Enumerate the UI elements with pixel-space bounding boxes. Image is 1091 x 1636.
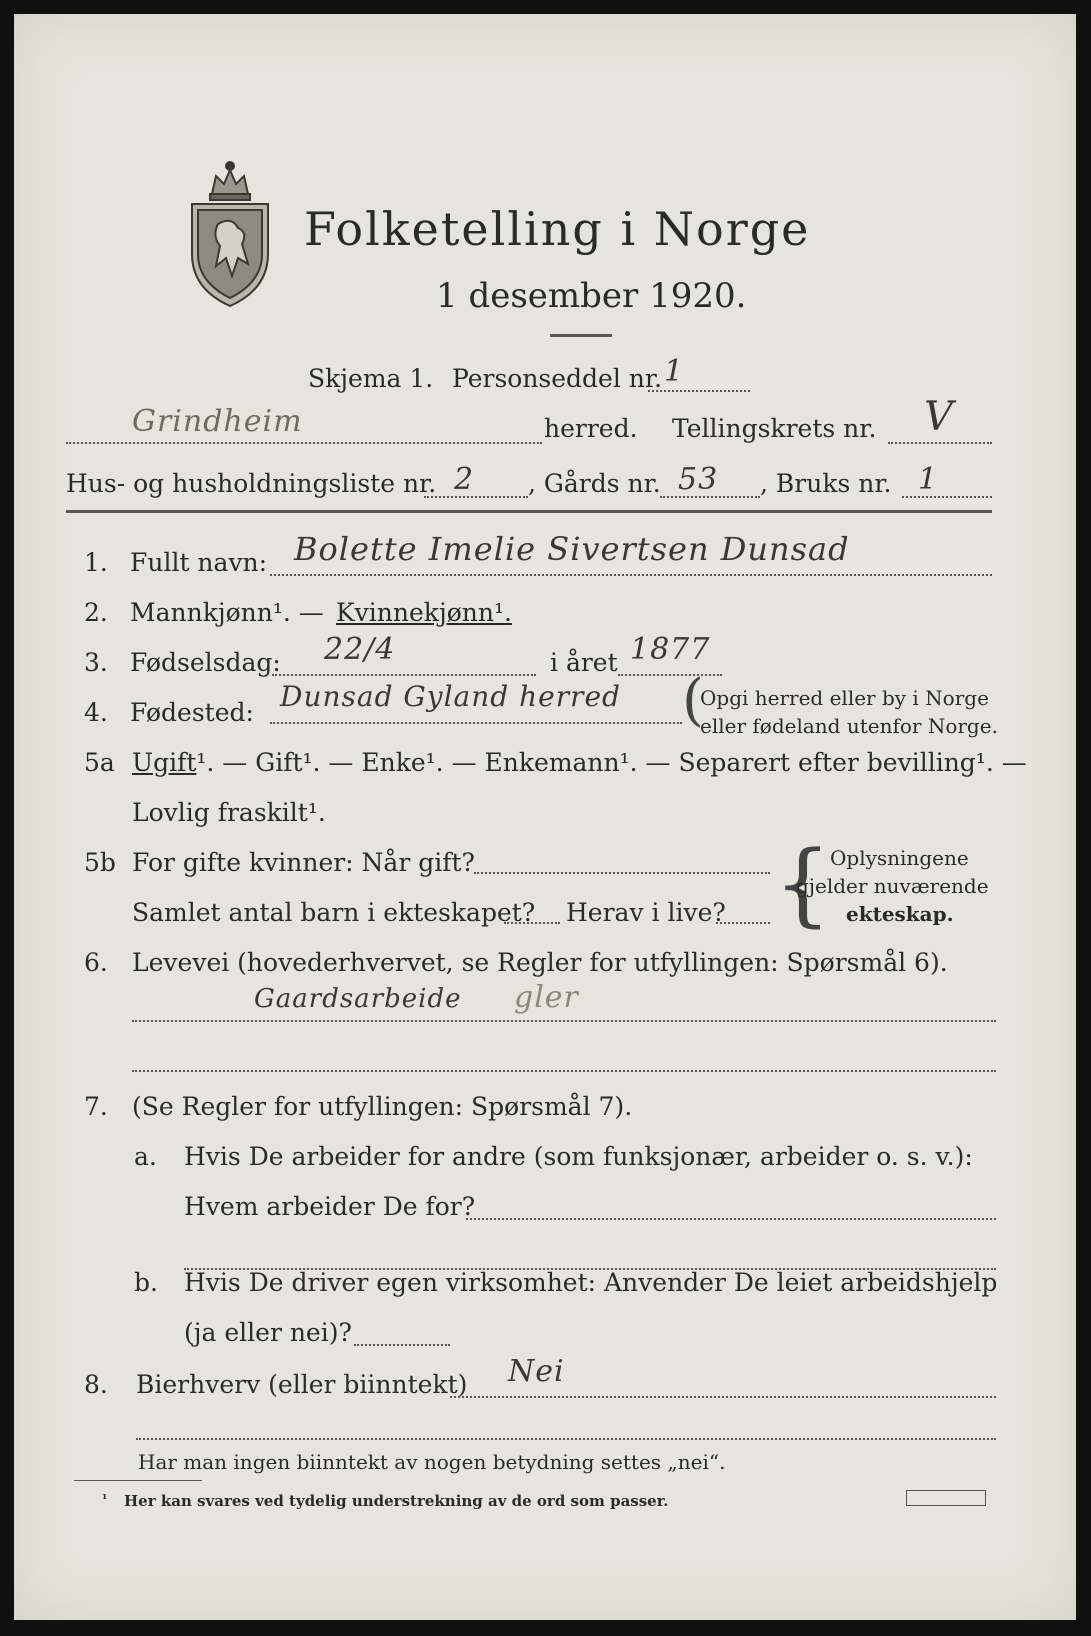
q6-number: 6.: [84, 948, 108, 977]
q5a-line2: Lovlig fraskilt¹.: [132, 798, 326, 827]
q5a-number: 5a: [84, 748, 115, 777]
header-divider: [66, 510, 992, 513]
q1-value: Bolette Imelie Sivertsen Dunsad: [294, 530, 850, 568]
herred-label: herred.: [544, 414, 638, 443]
tellingskrets-value: V: [924, 394, 954, 440]
q2-male: Mannkjønn¹. —: [130, 598, 324, 627]
tellingskrets-line: [888, 442, 992, 444]
q7-label: (Se Regler for utfyllingen: Spørsmål 7).: [132, 1092, 633, 1121]
q8-number: 8.: [84, 1370, 108, 1399]
q4-value: Dunsad Gyland herred: [280, 680, 621, 713]
q3-year-line: [618, 674, 722, 676]
q5b-bracket: {: [774, 832, 832, 937]
q7-number: 7.: [84, 1092, 108, 1121]
q8-line1: [450, 1396, 996, 1398]
q5b-line2b: Herav i live?: [566, 898, 726, 927]
gards-label: , Gårds nr.: [528, 469, 661, 498]
q7b-line: [354, 1344, 450, 1346]
q2-number: 2.: [84, 598, 108, 627]
footnote-divider: [74, 1480, 202, 1481]
q5b-alive-line: [716, 922, 770, 924]
q3-label: Fødselsdag:: [130, 648, 281, 677]
q7b-question: (ja eller nei)?: [184, 1318, 352, 1347]
q3-year-label: i året: [550, 648, 618, 677]
personseddel-value: 1: [664, 354, 685, 389]
bruks-value: 1: [918, 462, 939, 497]
herred-value: Grindheim: [132, 404, 303, 439]
footnote-text: Her kan svares ved tydelig understrekning av de ord som passer.: [124, 1492, 669, 1510]
hus-value: 2: [454, 462, 475, 497]
form-date: 1 desember 1920.: [436, 276, 747, 316]
q3-number: 3.: [84, 648, 108, 677]
q7a-question: Hvem arbeider De for?: [184, 1192, 476, 1221]
q5a-options: ¹. — Gift¹. — Enke¹. — Enkemann¹. — Separert efter bevilling¹. —: [196, 748, 1027, 777]
q1-number: 1.: [84, 548, 108, 577]
personseddel-label: Personseddel nr.: [452, 364, 663, 393]
norway-coat-of-arms-icon: [182, 154, 278, 314]
q5b-line1: For gifte kvinner: Når gift?: [132, 848, 475, 877]
hus-label: Hus- og husholdningsliste nr.: [66, 469, 437, 498]
q3-year-value: 1877: [630, 632, 711, 667]
title-divider: [550, 334, 612, 337]
hus-line: [424, 496, 528, 498]
footer-note: Har man ingen biinntekt av nogen betydning settes „nei“.: [138, 1450, 726, 1474]
tellingskrets-label: Tellingskrets nr.: [672, 414, 877, 443]
q5b-line2a: Samlet antal barn i ekteskapet?: [132, 898, 536, 927]
personseddel-line: [648, 390, 750, 392]
gards-value: 53: [678, 462, 719, 497]
q7b-text: Hvis De driver egen virksomhet: Anvender De leiet arbeidshjelp: [184, 1268, 998, 1297]
q7b-label: b.: [134, 1268, 158, 1297]
q4-bracket: (: [682, 668, 704, 733]
q4-note-line2: eller fødeland utenfor Norge.: [700, 714, 998, 738]
q1-line: [270, 574, 992, 576]
q8-line2: [136, 1438, 996, 1440]
q5b-note3: ekteskap.: [846, 902, 954, 926]
q7a-text: Hvis De arbeider for andre (som funksjonær, arbeider o. s. v.):: [184, 1142, 973, 1171]
q6-line2: [132, 1070, 996, 1072]
q5b-when-line: [474, 872, 770, 874]
q5b-children-line: [504, 922, 560, 924]
q4-line: [270, 722, 682, 724]
bruks-line: [902, 496, 992, 498]
q8-label: Bierhverv (eller biinntekt): [136, 1370, 468, 1399]
q4-number: 4.: [84, 698, 108, 727]
q1-label: Fullt navn:: [130, 548, 268, 577]
q5a-ugift-underlined: Ugift: [132, 748, 197, 777]
q6-value: Gaardsarbeide: [254, 984, 462, 1014]
q4-label: Fødested:: [130, 698, 254, 727]
q7a-label: a.: [134, 1142, 157, 1171]
census-form: [14, 14, 1076, 1620]
q2-female: Kvinnekjønn¹.: [336, 598, 512, 627]
printer-stamp: [906, 1490, 986, 1506]
herred-line: [66, 442, 542, 444]
q3-line: [272, 674, 536, 676]
q6-line1: [132, 1020, 996, 1022]
q6-mark: gler: [514, 980, 579, 1015]
q5b-number: 5b: [84, 848, 116, 877]
q5b-note2: gjelder nuværende: [796, 874, 989, 898]
footnote-mark: ¹: [102, 1492, 108, 1506]
form-title: Folketelling i Norge: [304, 202, 811, 256]
q5b-note1: Oplysningene: [830, 846, 969, 870]
bruks-label: , Bruks nr.: [760, 469, 892, 498]
q7a-line1: [466, 1218, 996, 1220]
q8-value: Nei: [508, 1354, 565, 1389]
skjema-label: Skjema 1.: [308, 364, 434, 393]
q6-label: Levevei (hovederhvervet, se Regler for utfyllingen: Spørsmål 6).: [132, 948, 948, 977]
q5a-ugift: [132, 748, 1027, 777]
q4-note-line1: Opgi herred eller by i Norge: [700, 686, 989, 710]
q3-value: 22/4: [324, 632, 396, 667]
